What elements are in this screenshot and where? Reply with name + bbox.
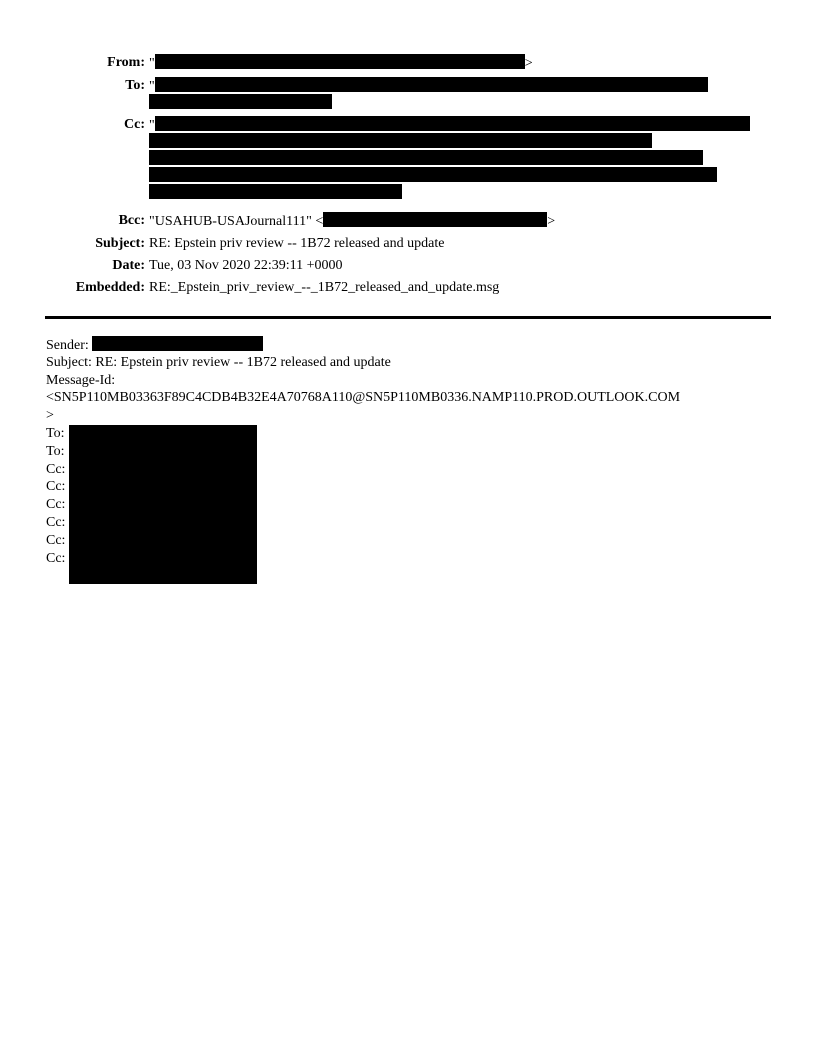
header-field-subject	[45, 235, 772, 252]
redaction-bar	[149, 184, 402, 199]
redaction-block	[69, 425, 257, 584]
date-label: Date:	[112, 258, 145, 273]
redaction-bar	[149, 94, 332, 109]
header-field-cc	[45, 116, 772, 201]
to-label: To:	[125, 78, 145, 93]
email-body-block	[46, 336, 786, 567]
recipient-label: Cc:	[46, 461, 66, 477]
redaction-bar	[155, 54, 525, 69]
cc-line-5	[149, 184, 750, 201]
message-id-value: <SN5P110MB03363F89C4CDB4B32E4A70768A110@SN5P110MB0336.NAMP110.PROD.OUTLOOK.COM	[46, 390, 681, 406]
subject-label: Subject:	[95, 236, 145, 251]
from-value	[149, 54, 533, 72]
recipient-label: Cc:	[46, 479, 66, 495]
cc-line-3	[149, 150, 750, 167]
open-quote: "	[149, 118, 155, 133]
horizontal-rule	[45, 316, 771, 319]
redaction-bar	[155, 116, 750, 131]
sender-label: Sender:	[46, 338, 93, 353]
recipient-label: Cc:	[46, 550, 66, 566]
embedded-label: Embedded:	[75, 280, 145, 295]
redaction-bar	[149, 133, 652, 148]
redaction-bar	[323, 212, 547, 227]
to-line-1	[149, 77, 708, 94]
angle-bracket-close: >	[524, 56, 533, 71]
cc-line-4	[149, 167, 750, 184]
embedded-value: RE:_Epstein_priv_review_--_1B72_released_and_update.msg	[149, 280, 500, 295]
cc-line-2	[149, 133, 750, 150]
header-field-date	[45, 257, 772, 274]
bcc-label: Bcc:	[118, 213, 145, 228]
sender-line	[46, 336, 786, 354]
redaction-bar	[155, 77, 708, 92]
to-value	[149, 77, 708, 111]
cc-value	[149, 116, 750, 201]
subject-value: RE: Epstein priv review -- 1B72 released and update	[149, 236, 445, 251]
cc-label: Cc:	[124, 117, 145, 132]
header-field-embedded	[45, 279, 772, 296]
recipient-label: Cc:	[46, 532, 66, 548]
from-label: From:	[107, 55, 145, 70]
redaction-bar	[92, 336, 263, 351]
header-field-bcc	[45, 212, 772, 230]
recipient-label: To:	[46, 443, 65, 459]
header-field-to	[45, 77, 772, 111]
email-header-block	[45, 54, 772, 301]
to-line-2	[149, 94, 708, 111]
recipient-label: Cc:	[46, 497, 66, 513]
bcc-value	[149, 212, 555, 230]
redaction-bar	[149, 167, 717, 182]
message-id-label: Message-Id:	[46, 372, 116, 388]
cc-line-1	[149, 116, 750, 133]
recipients-block	[46, 425, 786, 567]
open-quote: "	[149, 56, 155, 71]
recipient-label: Cc:	[46, 514, 66, 530]
recipient-label: To:	[46, 425, 65, 441]
date-value: Tue, 03 Nov 2020 22:39:11 +0000	[149, 258, 343, 273]
body-subject-line: Subject: RE: Epstein priv review -- 1B72 released and update	[46, 354, 391, 370]
message-id-close: >	[46, 408, 54, 424]
redaction-bar	[149, 150, 703, 165]
angle-bracket-close: >	[547, 214, 556, 229]
header-field-from	[45, 54, 772, 72]
bcc-display-name: "USAHUB-USAJournal111" <	[149, 214, 324, 229]
open-quote: "	[149, 79, 155, 94]
